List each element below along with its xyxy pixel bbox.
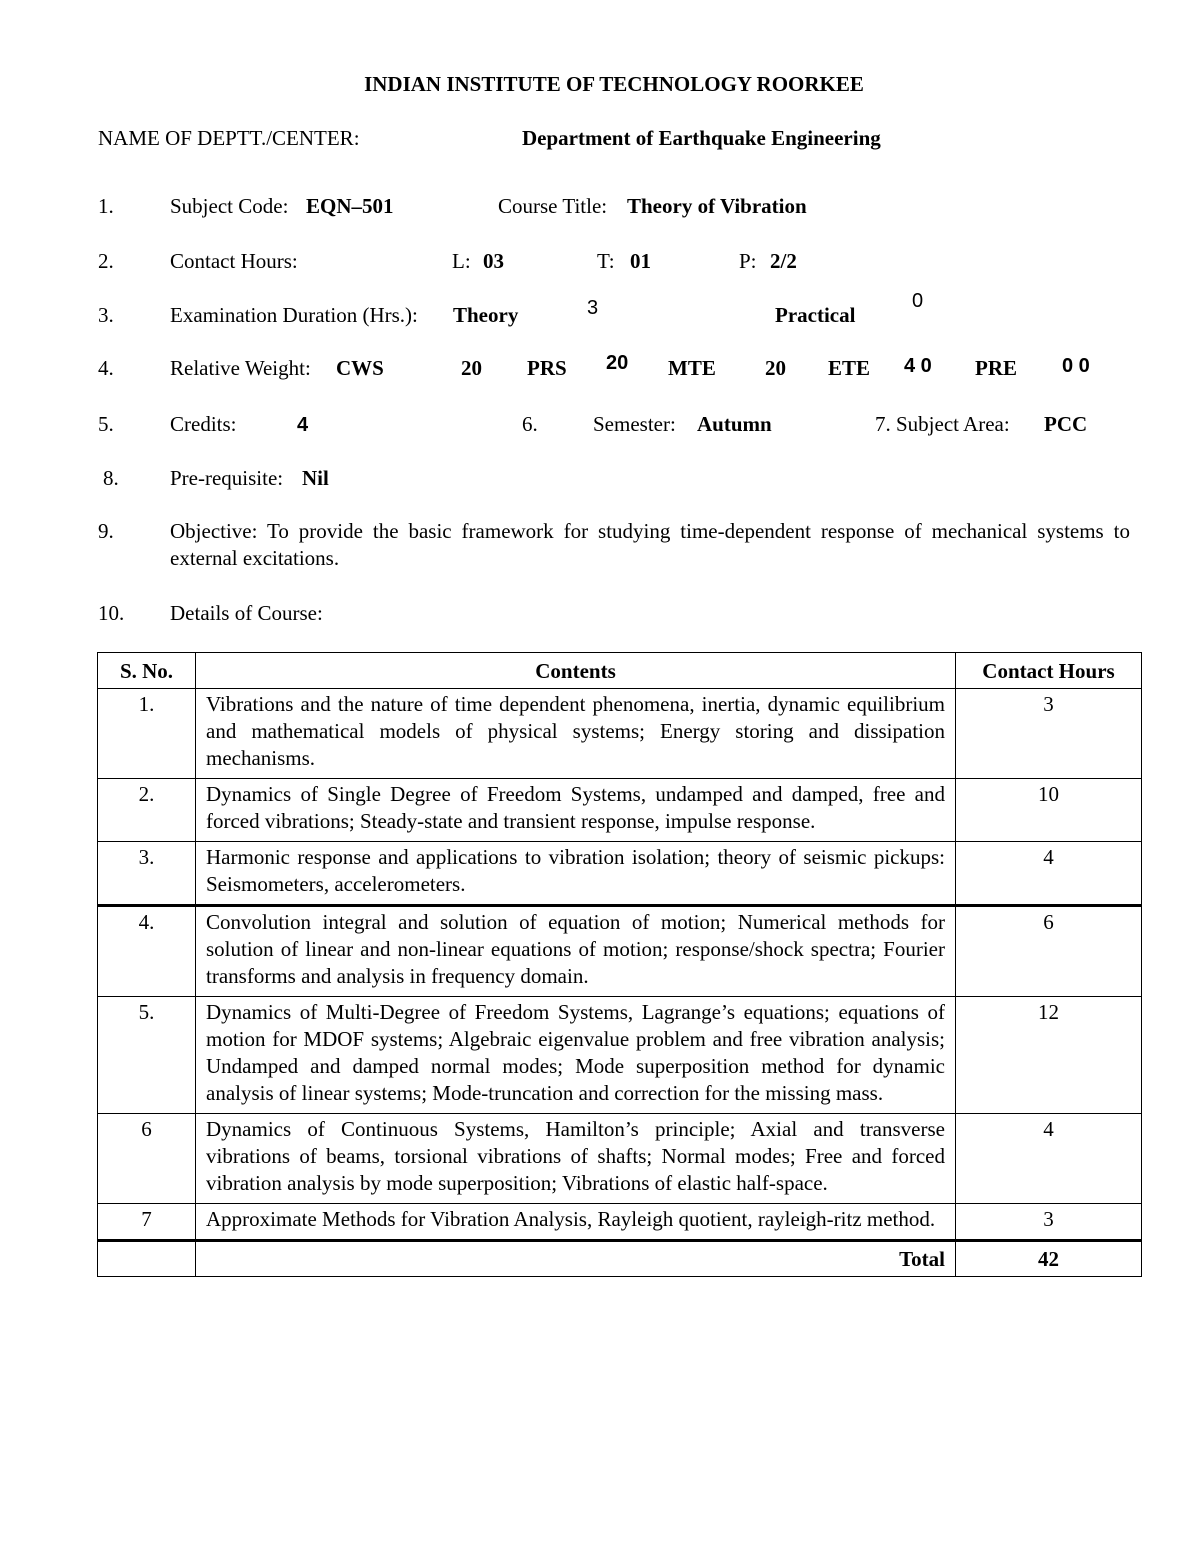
lecture-label: L:	[452, 249, 471, 273]
header-contact-hours: Contact Hours	[956, 653, 1142, 689]
prs-value: 20	[606, 352, 629, 374]
table-row	[98, 1204, 1142, 1241]
item-2-number: 2.	[98, 249, 114, 273]
table-row	[98, 842, 1142, 906]
table-row	[98, 906, 1142, 997]
tutorial-value: 01	[630, 249, 651, 273]
subject-area-value: PCC	[1044, 412, 1088, 436]
row-content: Vibrations and the nature of time dependent phenomena, inertia, dynamic equilibrium and mathematical models of physical systems; Energy storing and dissipation mechanisms.	[196, 689, 956, 779]
row-sno: 3.	[98, 842, 196, 906]
practical-label: Practical	[775, 303, 856, 327]
subject-code-value: EQN–501	[306, 194, 394, 218]
row-content: Dynamics of Single Degree of Freedom Systems, undamped and damped, free and forced vibrations; Steady-state and transient response, impulse response.	[196, 779, 956, 842]
row-hours: 4	[956, 1114, 1142, 1204]
practical-hours-value: 2/2	[770, 249, 797, 273]
item-8-number: 8.	[103, 466, 119, 490]
row-sno: 2.	[98, 779, 196, 842]
table-row	[98, 779, 1142, 842]
cws-value: 20	[461, 356, 482, 380]
pre-value: 0 0	[1062, 355, 1090, 377]
prerequisite-label: Pre-requisite:	[170, 466, 284, 490]
pre-label: PRE	[975, 356, 1017, 380]
table-row	[98, 997, 1142, 1114]
ete-label: ETE	[828, 356, 871, 380]
row-hours: 6	[956, 906, 1142, 997]
subject-area-label: 7. Subject Area:	[875, 412, 1010, 436]
row-content: Convolution integral and solution of equation of motion; Numerical methods for solution of linear and non-linear equations of motion; response/shock spectra; Fourier transforms and analysis in frequency domain.	[196, 906, 956, 997]
ete-value: 4 0	[904, 355, 932, 377]
row-hours: 3	[956, 1204, 1142, 1241]
practical-duration-value: 0	[912, 290, 924, 312]
contact-hours-label: Contact Hours:	[170, 249, 298, 273]
row-content: Harmonic response and applications to vibration isolation; theory of seismic pickups: Seismometers, accelerometers.	[196, 842, 956, 906]
total-label: Total	[196, 1241, 956, 1277]
row-sno: 4.	[98, 906, 196, 997]
relative-weight-label: Relative Weight:	[170, 356, 311, 380]
subject-code-label: Subject Code:	[170, 194, 289, 218]
total-empty-cell	[98, 1241, 196, 1277]
row-hours: 12	[956, 997, 1142, 1114]
semester-label: Semester:	[593, 412, 676, 436]
row-sno: 5.	[98, 997, 196, 1114]
item-5-number: 5.	[98, 412, 114, 436]
header-sno: S. No.	[98, 653, 196, 689]
row-sno: 1.	[98, 689, 196, 779]
course-title-label: Course Title:	[498, 194, 608, 218]
item-10-number: 10.	[98, 601, 125, 625]
item-9-number: 9.	[98, 519, 114, 543]
header-contents: Contents	[196, 653, 956, 689]
table-row	[98, 1114, 1142, 1204]
prerequisite-value: Nil	[302, 466, 329, 490]
item-4-number: 4.	[98, 356, 114, 380]
credits-label: Credits:	[170, 412, 237, 436]
tutorial-label: T:	[597, 249, 615, 273]
institute-title: INDIAN INSTITUTE OF TECHNOLOGY ROORKEE	[364, 72, 864, 96]
mte-value: 20	[765, 356, 786, 380]
course-title-value: Theory of Vibration	[627, 194, 807, 218]
total-row	[98, 1241, 1142, 1277]
row-content: Dynamics of Multi-Degree of Freedom Systems, Lagrange’s equations; equations of motion for MDOF systems; Algebraic eigenvalue problem and free vibration analysis; Undamped and damped normal modes; Mode superposition method for dynamic analysis of linear systems; Mode-truncation and correction for the missing mass.	[196, 997, 956, 1114]
theory-label: Theory	[453, 303, 519, 327]
item-1-number: 1.	[98, 194, 114, 218]
objective-text: Objective: To provide the basic framework for studying time-dependent response of mechanical systems to external excitations.	[170, 519, 1130, 570]
cws-label: CWS	[336, 356, 384, 380]
semester-value: Autumn	[697, 412, 772, 436]
course-details-label: Details of Course:	[170, 601, 323, 625]
lecture-value: 03	[483, 249, 504, 273]
row-hours: 4	[956, 842, 1142, 906]
row-content: Dynamics of Continuous Systems, Hamilton’s principle; Axial and transverse vibrations of beams, torsional vibrations of shafts; Normal modes; Free and forced vibration analysis by mode superposition; Vibrations of elastic half-space.	[196, 1114, 956, 1204]
table-row	[98, 689, 1142, 779]
table-header-row	[98, 653, 1142, 689]
row-sno: 6	[98, 1114, 196, 1204]
row-hours: 10	[956, 779, 1142, 842]
row-hours: 3	[956, 689, 1142, 779]
credits-value: 4	[297, 414, 309, 436]
total-value: 42	[956, 1241, 1142, 1277]
dept-label: NAME OF DEPTT./CENTER:	[98, 126, 360, 150]
row-content: Approximate Methods for Vibration Analysis, Rayleigh quotient, rayleigh-ritz method.	[196, 1204, 956, 1241]
exam-duration-label: Examination Duration (Hrs.):	[170, 303, 418, 327]
practical-hours-label: P:	[739, 249, 757, 273]
mte-label: MTE	[668, 356, 716, 380]
row-sno: 7	[98, 1204, 196, 1241]
course-details-table	[97, 652, 1142, 1277]
item-3-number: 3.	[98, 303, 114, 327]
theory-duration-value: 3	[587, 297, 599, 319]
prs-label: PRS	[527, 356, 567, 380]
item-6-number: 6.	[522, 412, 538, 436]
dept-value: Department of Earthquake Engineering	[522, 126, 881, 150]
